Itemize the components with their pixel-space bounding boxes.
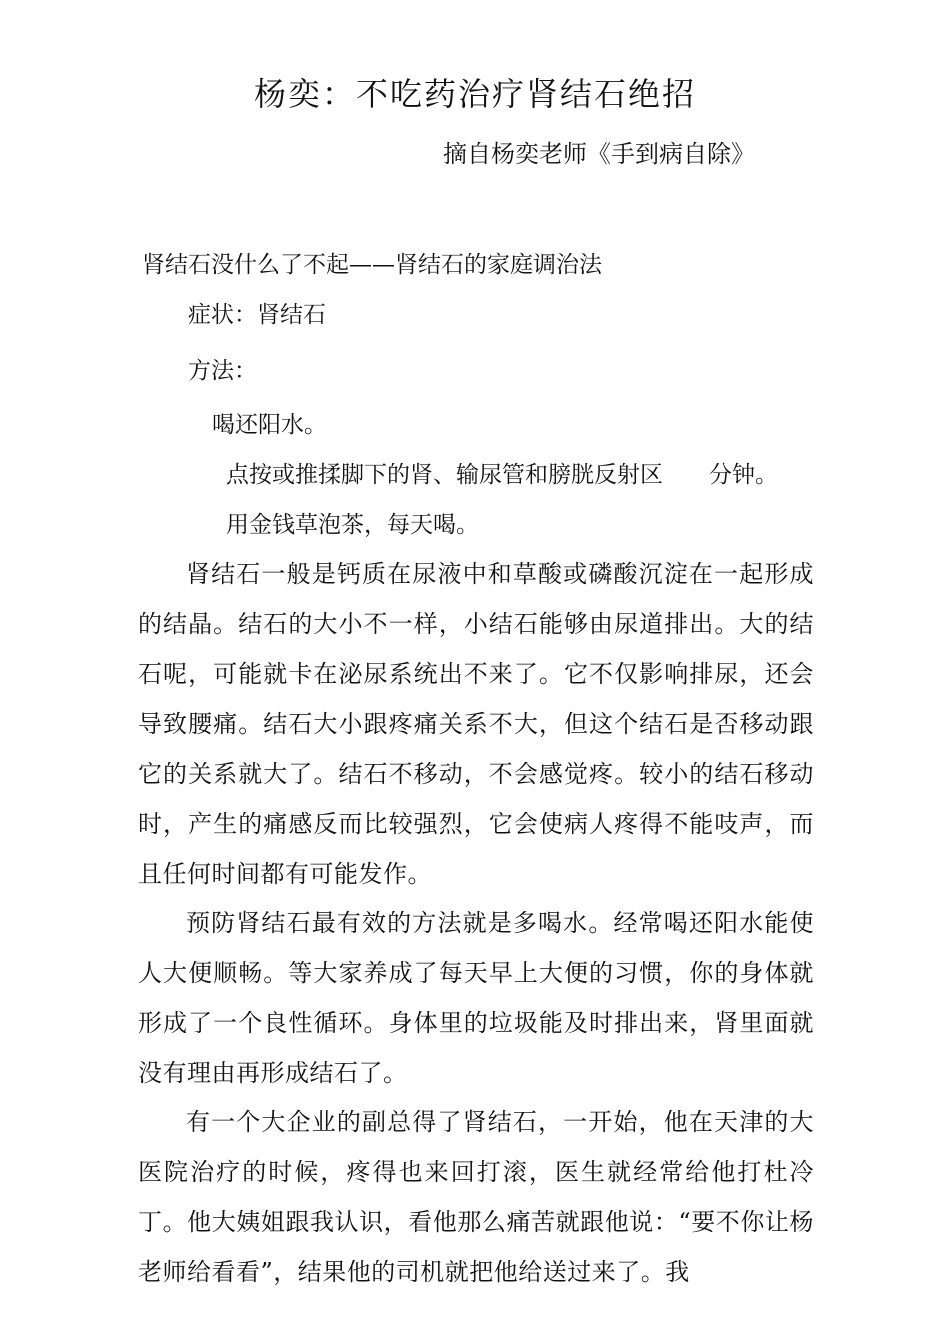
method-item-3: 用金钱草泡茶，每天喝。 xyxy=(226,512,479,538)
method-item-2-text: 点按或推揉脚下的肾、输尿管和膀胱反射区 xyxy=(226,462,663,488)
symptom-line: 症状：肾结石 xyxy=(188,302,326,328)
method-item-2 xyxy=(226,458,778,492)
document-title: 杨奕：不吃药治疗肾结石绝招 xyxy=(253,75,696,113)
method-label: 方法： xyxy=(188,358,257,384)
method-item-2-unit: 分钟。 xyxy=(709,462,778,488)
body-paragraph-1: 肾结石一般是钙质在尿液中和草酸或磷酸沉淀在一起形成的结晶。结石的大小不一样，小结石能够由尿道排出。大的结石呢，可能就卡在泌尿系统出不来了。它不仅影响排尿，还会导致腰痛。结石大小跟疼痛关系不大，但这个结石是否移动跟它的关系就大了。结石不移动，不会感觉疼。较小的结石移动时，产生的痛感反而比较强烈，它会使病人疼得不能吱声，而且任何时间都有可能发作。 xyxy=(138,560,814,888)
document-subtitle: 摘自杨奕老师《手到病自除》 xyxy=(443,140,755,168)
body-paragraph-2: 预防肾结石最有效的方法就是多喝水。经常喝还阳水能使人大便顺畅。等大家养成了每天早上大便的习惯，你的身体就形成了一个良性循环。身体里的垃圾能及时排出来，肾里面就没有理由再形成结石了。 xyxy=(138,909,814,1087)
method-item-1: 喝还阳水。 xyxy=(212,412,327,438)
body-paragraph-3: 有一个大企业的副总得了肾结石，一开始，他在天津的大医院治疗的时候，疼得也来回打滚，医生就经常给他打杜冷丁。他大姨姐跟我认识，看他那么痛苦就跟他说：“要不你让杨老师给看看”，结果他的司机就把他给送过来了。我 xyxy=(138,1108,814,1286)
section-heading: 肾结石没什么了不起——肾结石的家庭调治法 xyxy=(142,252,602,278)
